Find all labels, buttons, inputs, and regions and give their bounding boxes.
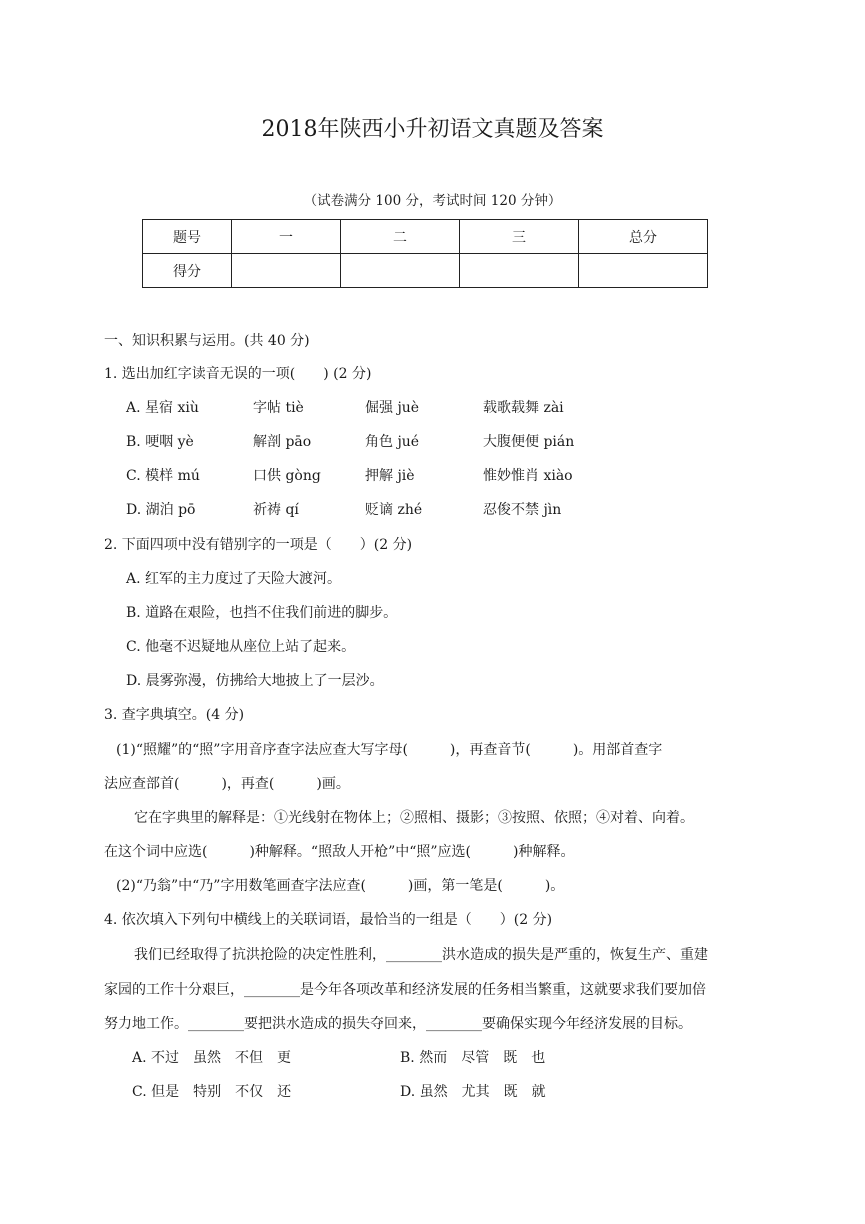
q3-part1-line2: 法应查部首( )，再查( )画。	[104, 776, 350, 792]
q1-option-b-item-1: B. 哽咽 yè	[126, 434, 194, 450]
header-cell: 二	[341, 220, 460, 254]
question-1-stem: 1. 选出加红字读音无误的一项( ) (2 分)	[104, 366, 372, 382]
q1-option-c-item-4: 惟妙惟肖 xiào	[483, 468, 573, 484]
q4-passage-line1: 我们已经取得了抗洪抢险的决定性胜利，________洪水造成的损失是严重的，恢复生产、重建	[134, 947, 708, 963]
score-table-score-row	[143, 254, 708, 288]
score-table	[142, 219, 708, 288]
q1-option-c-item-1: C. 模样 mú	[126, 468, 200, 484]
q4-option-a: A. 不过 虽然 不但 更	[132, 1050, 292, 1066]
section-heading: 一、知识积累与运用。(共 40 分)	[104, 333, 310, 349]
q1-option-b-item-2: 解剖 pāo	[253, 434, 312, 450]
q4-option-b: B. 然而 尽管 既 也	[400, 1050, 546, 1066]
q3-explanation-line1: 它在字典里的解释是：①光线射在物体上；②照相、摄影；③按照、依照；④对着、向着。	[134, 810, 694, 826]
q4-passage-line3: 努力地工作。________要把洪水造成的损失夺回来，________要确保实现今年经济发展的目标。	[104, 1016, 692, 1032]
header-cell: 总分	[579, 220, 708, 254]
exam-subtitle: （试卷满分 100 分，考试时间 120 分钟）	[303, 193, 562, 209]
q2-option-c: C. 他毫不迟疑地从座位上站了起来。	[126, 639, 356, 655]
question-2-stem: 2. 下面四项中没有错别字的一项是（ ）(2 分)	[104, 537, 413, 553]
score-cell[interactable]	[341, 254, 460, 288]
q3-part2: (2)“乃翁”中“乃”字用数笔画查字法应查( )画，第一笔是( )。	[116, 878, 565, 894]
q2-option-d: D. 晨雾弥漫，仿拂给大地披上了一层沙。	[126, 673, 384, 689]
score-table-header-row	[143, 220, 708, 254]
q2-option-b: B. 道路在艰险，也挡不住我们前进的脚步。	[126, 605, 398, 621]
q1-option-b-item-3: 角色 jué	[365, 434, 420, 450]
score-cell[interactable]	[460, 254, 579, 288]
q1-option-d-item-3: 贬谪 zhé	[365, 502, 423, 518]
q1-option-b-item-4: 大腹便便 pián	[483, 434, 575, 450]
header-cell: 一	[232, 220, 341, 254]
row-label-cell: 得分	[143, 254, 232, 288]
question-3-stem: 3. 查字典填空。(4 分)	[104, 707, 245, 723]
q4-passage-line2: 家园的工作十分艰巨，________是今年各项改革和经济发展的任务相当繁重，这就要求我们要加倍	[104, 982, 706, 998]
q2-option-a: A. 红军的主力度过了天险大渡河。	[126, 571, 342, 587]
score-cell[interactable]	[232, 254, 341, 288]
question-4-stem: 4. 依次填入下列句中横线上的关联词语，最恰当的一组是（ ）(2 分)	[104, 912, 553, 928]
q1-option-a-item-3: 倔强 juè	[365, 400, 420, 416]
q1-option-d-item-1: D. 湖泊 pō	[126, 502, 196, 518]
q1-option-d-item-2: 祈祷 qí	[253, 502, 299, 518]
page-title: 2018年陕西小升初语文真题及答案	[261, 117, 604, 142]
q3-part1-line1: (1)“照耀”的“照”字用音序查字法应查大写字母( )，再查音节( )。用部首查字	[116, 742, 663, 758]
q1-option-d-item-4: 忍俊不禁 jìn	[483, 502, 562, 518]
q1-option-a-item-1: A. 星宿 xiù	[126, 400, 199, 416]
header-cell: 三	[460, 220, 579, 254]
q3-explanation-line2: 在这个词中应选( )种解释。“照敌人开枪”中“照”应选( )种解释。	[104, 844, 575, 860]
q1-option-c-item-2: 口供 gòng	[253, 468, 321, 484]
q4-option-d: D. 虽然 尤其 既 就	[400, 1084, 546, 1100]
q1-option-a-item-4: 载歌载舞 zài	[483, 400, 564, 416]
score-cell[interactable]	[579, 254, 708, 288]
q1-option-a-item-2: 字帖 tiè	[253, 400, 304, 416]
q1-option-c-item-3: 押解 jiè	[365, 468, 415, 484]
header-cell: 题号	[143, 220, 232, 254]
q4-option-c: C. 但是 特别 不仅 还	[132, 1084, 292, 1100]
